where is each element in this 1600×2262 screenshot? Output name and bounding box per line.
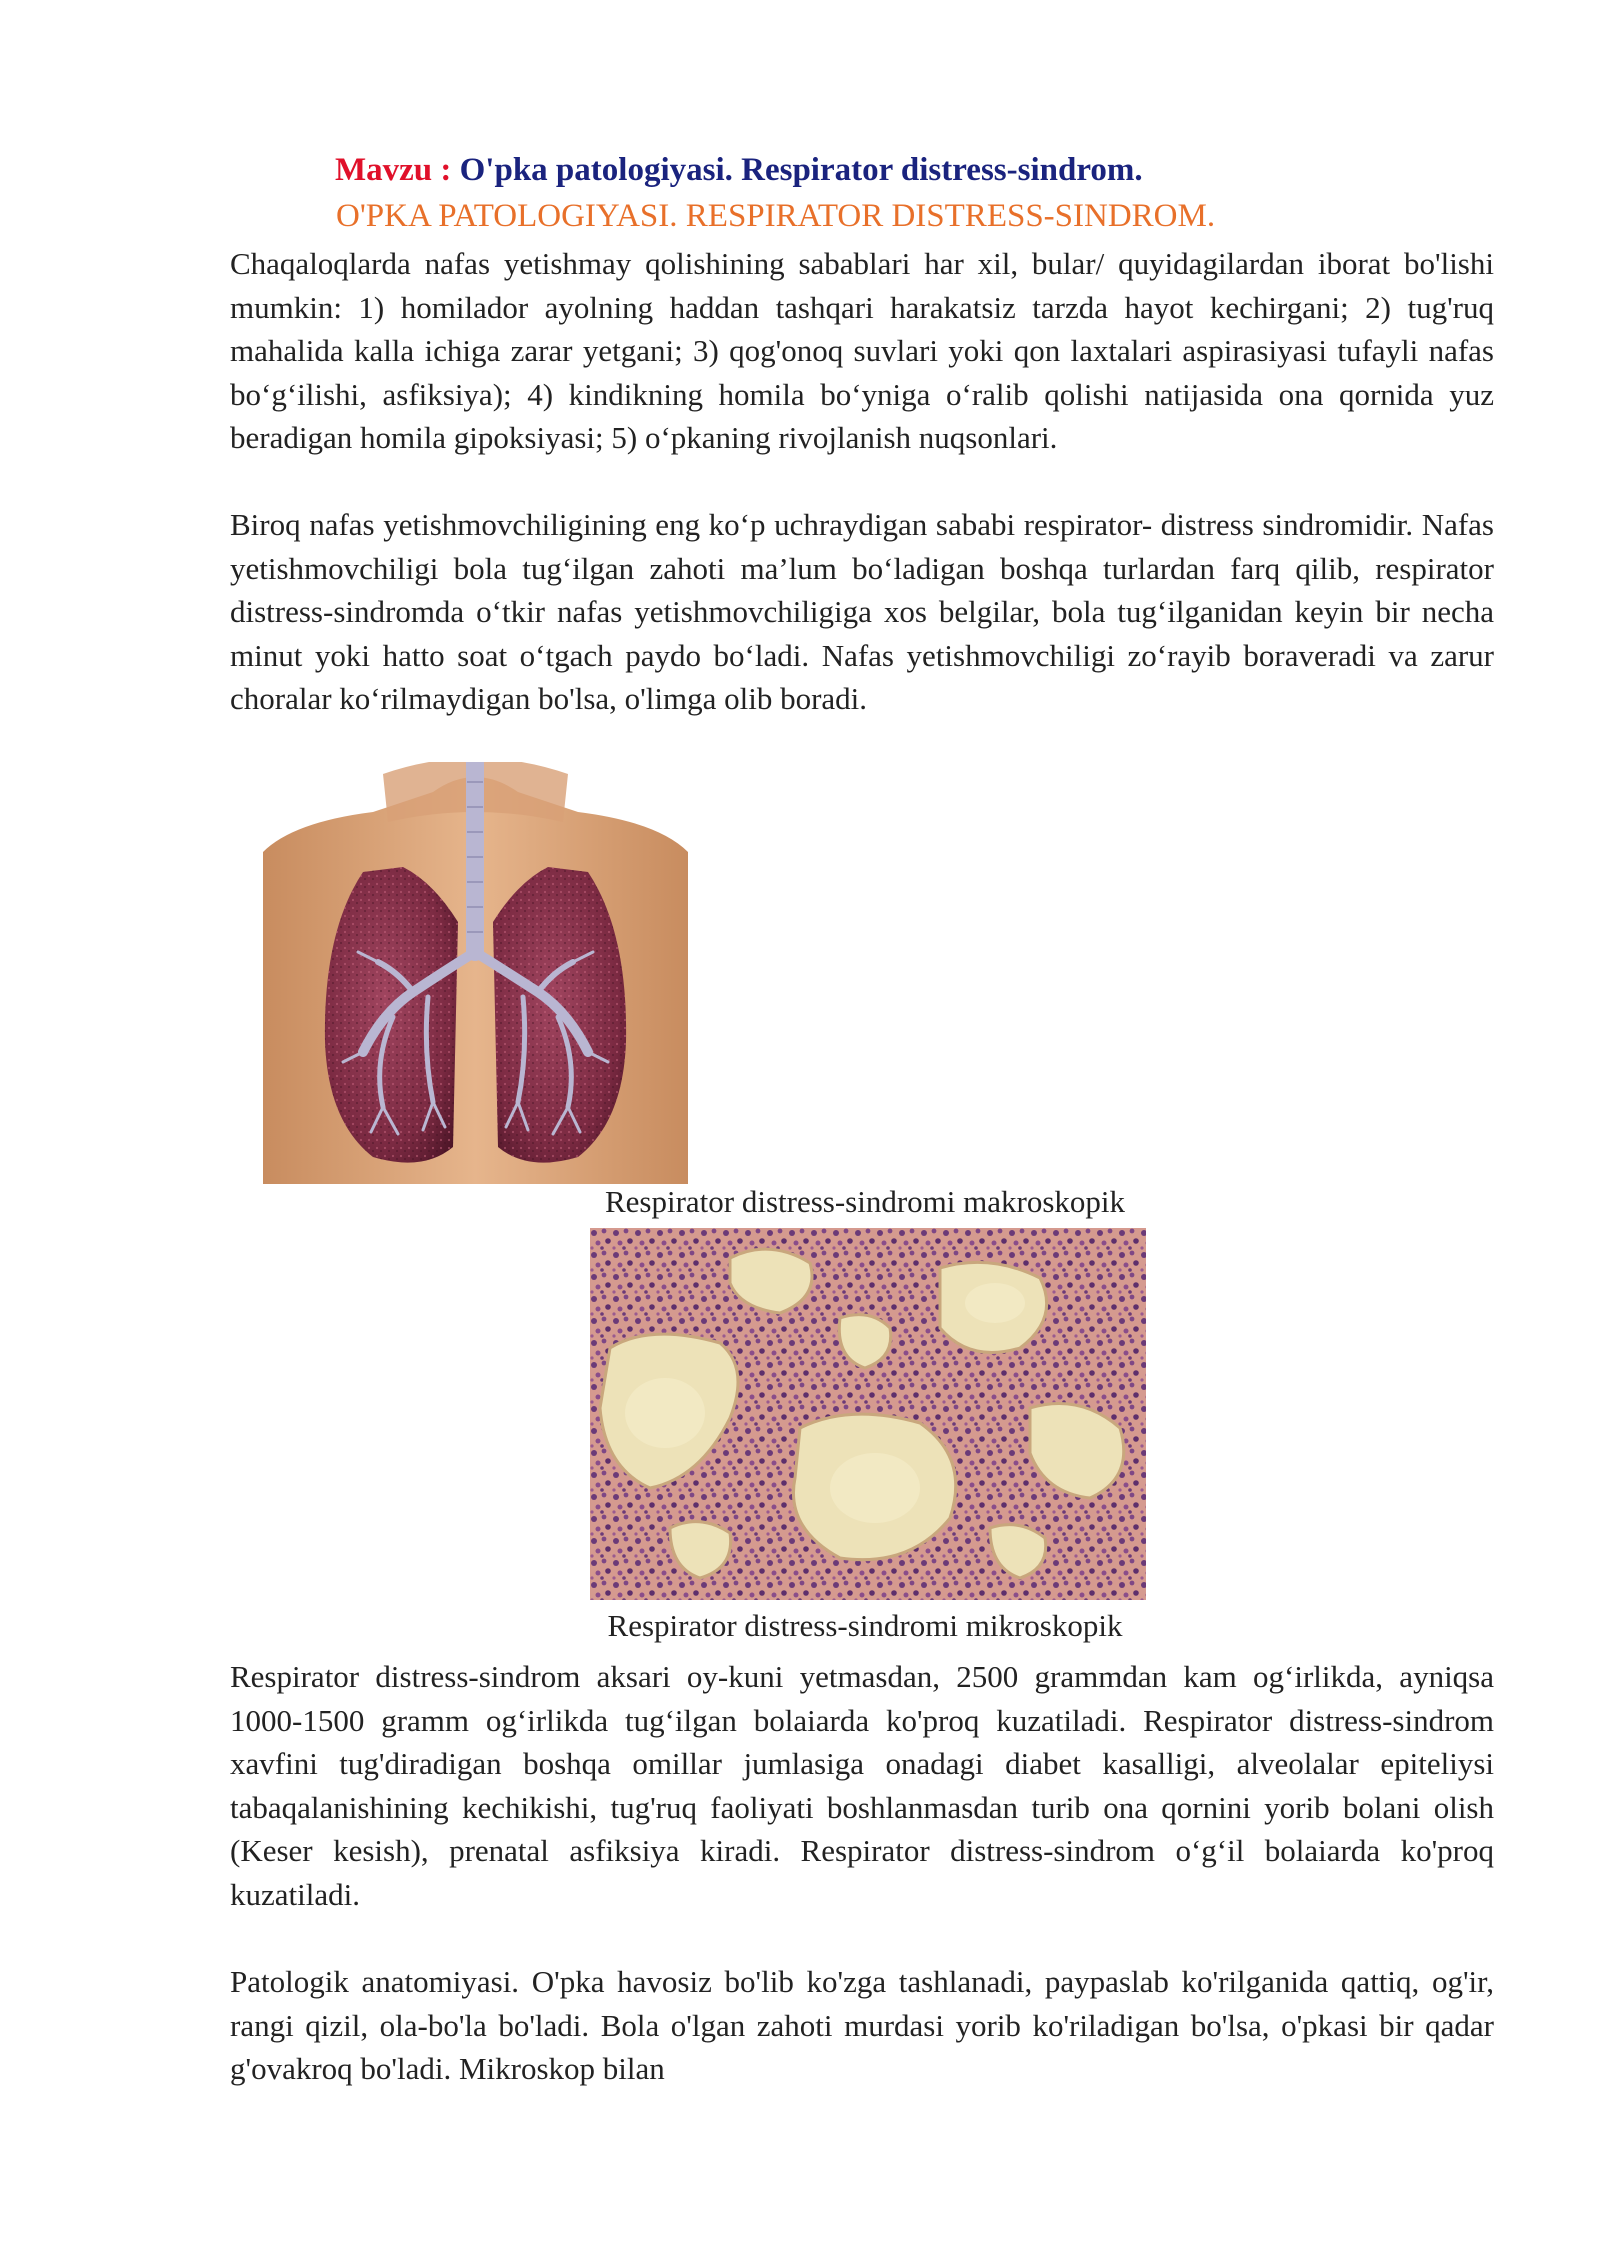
paragraph-risk-factors: Respirator distress-sindrom aksari oy-kuni yetmasdan, 2500 grammdan kam og‘irlikda, ayniqsa 1000-1500 gramm og‘irlikda tug‘ilgan bolaiarda ko'proq kuzatiladi. Respirator distress-sindrom xavfini tug'diradigan boshqa omillar jumlasiga onadagi diabet kasalligi, alveolalar epiteliysi tabaqalanishining kechikishi, tug'ruq faoliyati boshlanmasdan turib ona qornini yorib bolani olish (Keser kesish), prenatal asfiksiya kiradi. Respirator distress-sindrom o‘g‘il bolaiarda ko'proq kuzatiladi.	[230, 1659, 1494, 1912]
lungs-macroscopic-image	[263, 762, 688, 1184]
paragraph-pathological-anatomy: Patologik anatomiyasi. O'pka havosiz bo'lib ko'zga tashlanadi, paypaslab ko'rilganida qattiq, og'ir, rangi qizil, ola-bo'la bo'ladi. Bola o'lgan zahoti murdasi yorib ko'riladigan bo'lsa, o'pkasi bir qadar g'ovakroq bo'ladi. Mikroskop bilan	[230, 1964, 1494, 2087]
paragraph-rds-main-cause: Biroq nafas yetishmovchiligining eng ko‘p uchraydigan sababi respirator- distress sindromidir. Nafas yetishmovchiligi bola tug‘ilgan zahoti ma’lum bo‘ladigan boshqa turlardan farq qilib, respirator distress-sindromda o‘tkir nafas yetishmovchiligiga xos belgilar, bola tug‘ilganidan keyin bir necha minut yoki hatto soat o‘tgach paydo bo‘ladi. Nafas yetishmovchiligi zo‘rayib boraveradi va zarur choralar ko‘rilmaydigan bo'lsa, o'limga olib boradi.	[230, 507, 1494, 717]
lung-micrograph-image	[590, 1228, 1146, 1600]
micro-caption: Respirator distress-sindromi mikroskopik	[607, 1608, 1123, 1643]
topic-label: Mavzu :	[335, 152, 452, 188]
topic-text: O'pka patologiyasi. Respirator distress-sindrom.	[459, 152, 1143, 188]
paragraph-causes: Chaqaloqlarda nafas yetishmay qolishining sabablari har xil, bular/ quyidagilardan iborat bo'lishi mumkin: 1) homilador ayolning haddan tashqari harakatsiz tarzda hayot kechirgani; 2) tug'ruq mahalida kalla ichiga zarar yetgani; 3) qog'onoq suvlari yoki qon laxtalari aspirasiyasi tufayli nafas bo‘g‘ilishi, asfiksiya); 4) kindikning homila bo‘yniga o‘ralib qolishi natijasida ona qornida yuz beradigan homila gipoksiyasi; 5) o‘pkaning rivojlanish nuqsonlari.	[230, 246, 1494, 456]
macro-caption: Respirator distress-sindromi makroskopik	[604, 1184, 1126, 1219]
section-heading: O'PKA PATOLOGIYASI. RESPIRATOR DISTRESS-SINDROM.	[336, 198, 1216, 234]
topic-title	[335, 152, 1143, 189]
